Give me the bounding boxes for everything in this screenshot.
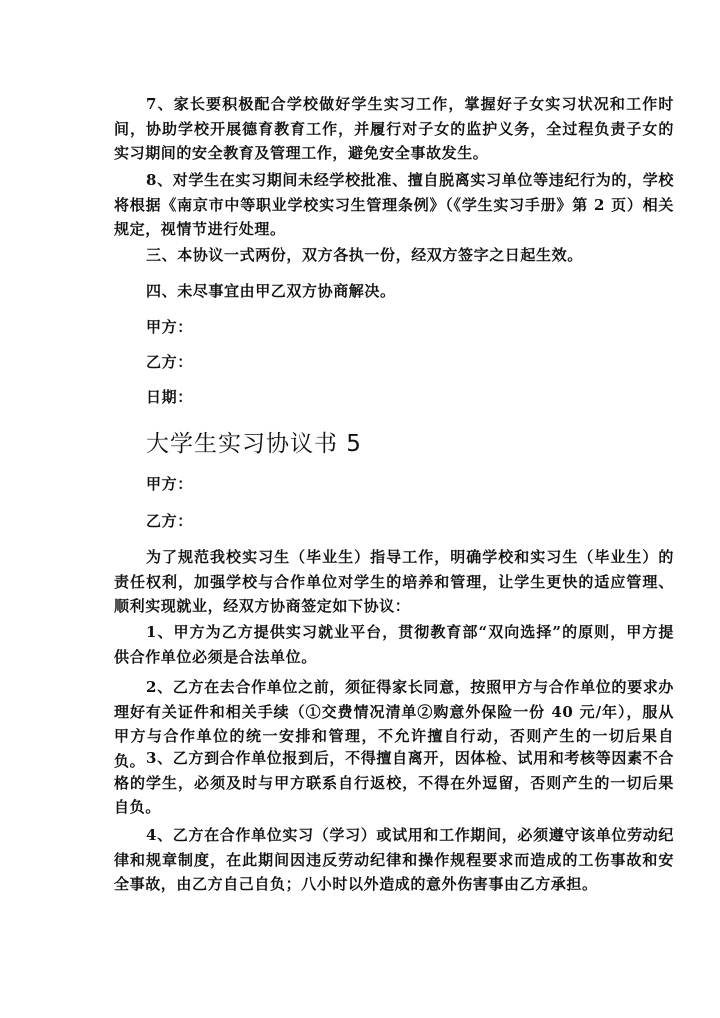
paragraph-item-8: 8、对学生在实习期间未经学校批准、擅自脱离实习单位等违纪行为的，学校将根据《南京市中等职业学校实习生管理条例》（《学生实习手册》第 2 页）相关规定，视情节进行处理。 — [114, 171, 674, 238]
paragraph-item-2: 2、乙方在去合作单位之前，须征得家长同意，按照甲方与合作单位的要求办理好有关证件和相关手续（①交费情况清单②购意外保险一份 40 元/年），服从甲方与合作单位的统一安排和管理，不允许擅自行动，否则产生的一切后果自负。 — [114, 678, 674, 770]
party-a-label: 甲方： — [146, 475, 193, 493]
paragraph-intro: 为了规范我校实习生（毕业生）指导工作，明确学校和实习生（毕业生）的责任权利，加强学校与合作单位对学生的培养和管理，让学生更快的适应管理、顺利实现就业，经双方协商签定如下协议： — [114, 548, 674, 615]
party-b-label: 乙方： — [146, 512, 193, 530]
paragraph-clause-4: 四、未尽事宜由甲乙双方协商解决。 — [146, 282, 396, 300]
paragraph-item-4: 4、乙方在合作单位实习（学习）或试用和工作期间，必须遵守该单位劳动纪律和规章制度，在此期间因违反劳动纪律和操作规程要求而造成的工伤事故和安全事故，由乙方自己自负；八小时以外造成的意外伤害事由乙方承担。 — [114, 826, 674, 893]
signature-party-a-label: 甲方： — [146, 318, 193, 336]
paragraph-clause-3: 三、本协议一式两份，双方各执一份，经双方签字之日起生效。 — [146, 246, 583, 264]
paragraph-item-1: 1、甲方为乙方提供实习就业平台，贯彻教育部“双向选择”的原则，甲方提供合作单位必须是合法单位。 — [114, 623, 674, 666]
paragraph-item-7: 7、家长要积极配合学校做好学生实习工作，掌握好子女实习状况和工作时间，协助学校开展德育教育工作，并履行对子女的监护义务，全过程负责子女的实习期间的安全教育及管理工作，避免安全事故发生。 — [114, 95, 674, 162]
signature-party-b-label: 乙方： — [146, 353, 193, 371]
paragraph-item-3: 3、乙方到合作单位报到后，不得擅自离开，因体检、试用和考核等因素不合格的学生，必须及时与甲方联系自行返校，不得在外逗留，否则产生的一切后果自负。 — [114, 749, 674, 816]
signature-date-label: 日期： — [146, 388, 193, 406]
section-title: 大学生实习协议书 5 — [146, 431, 362, 457]
